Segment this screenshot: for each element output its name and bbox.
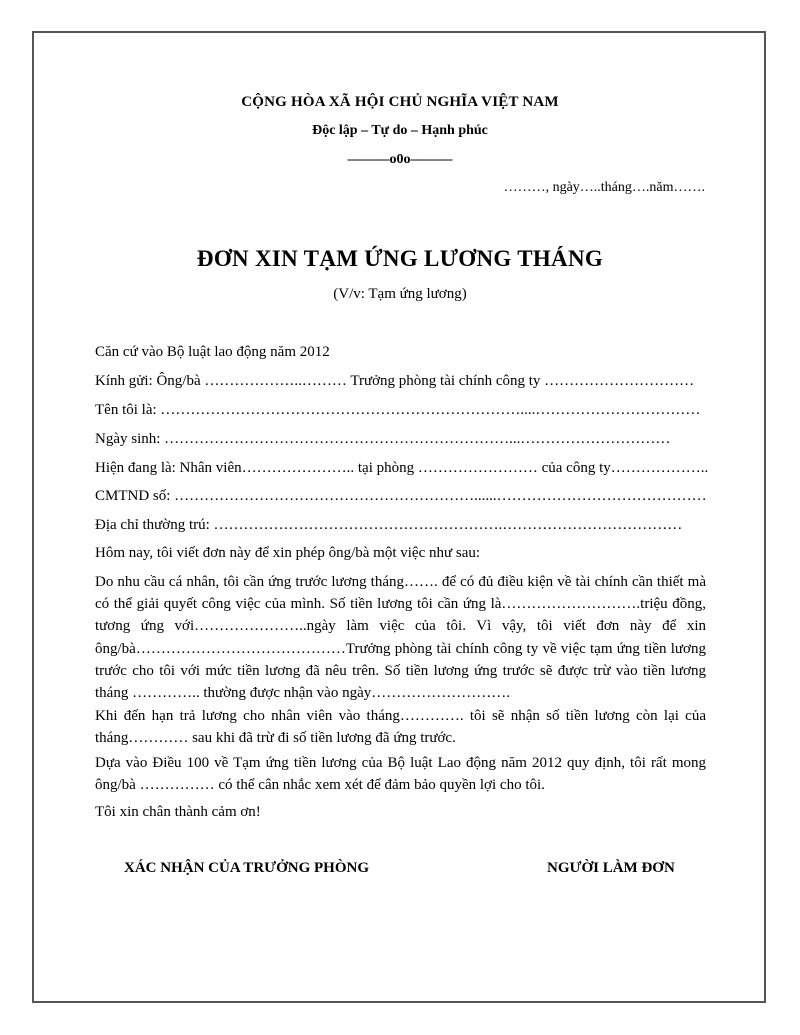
national-motto: Độc lập – Tự do – Hạnh phúc xyxy=(312,123,488,138)
address-field: Địa chỉ thường trú: ………………………………………………….……………………………… xyxy=(95,517,683,533)
thanks-line: Tôi xin chân thành cảm ơn! xyxy=(95,804,261,820)
header-divider: ———o0o——— xyxy=(347,152,453,167)
recipient-line: Kính gửi: Ông/bà ………………..……… Trưởng phòng tài chính công ty ………………………… xyxy=(95,373,695,389)
repayment-paragraph: Khi đến hạn trả lương cho nhân viên vào tháng…………. tôi sẽ nhận số tiền lương còn lại của tháng………… sau khi đã trừ đi số tiền lương đã ứng trước. xyxy=(95,708,706,747)
name-field: Tên tôi là: ………………………………………………………………....…………………………… xyxy=(95,402,701,418)
intro-line: Hôm nay, tôi viết đơn này để xin phép ông/bà một việc như sau: xyxy=(95,545,481,561)
applicant-signature-label: NGƯỜI LÀM ĐƠN xyxy=(547,860,675,876)
dob-field: Ngày sinh: ……………………………………………………………...………………………… xyxy=(95,431,671,447)
position-field: Hiện đang là: Nhân viên………………….. tại phòng …………………… của công ty……………….. xyxy=(95,460,709,476)
document-subtitle: (V/v: Tạm ứng lương) xyxy=(333,286,467,302)
legal-basis: Căn cứ vào Bộ luật lao động năm 2012 xyxy=(95,344,330,360)
document-title: ĐƠN XIN TẠM ỨNG LƯƠNG THÁNG xyxy=(196,246,604,271)
legal-reference-paragraph: Dựa vào Điều 100 về Tạm ứng tiền lương của Bộ luật Lao động năm 2012 quy định, tôi rất mong ông/bà …………… có thể cân nhắc xem xét để đảm bảo quyền lợi cho tôi. xyxy=(95,755,706,794)
national-heading: CỘNG HÒA XÃ HỘI CHỦ NGHĨA VIỆT NAM xyxy=(241,94,559,110)
request-paragraph: Do nhu cầu cá nhân, tôi cần ứng trước lương tháng……. để có đủ điều kiện về tài chính cần thiết mà có thể giải quyết công việc của mình. Số tiền lương tôi cần ứng là……………………….triệu đồng, tương ứng với…………………..ngày làm việc của tôi. Vì vậy, tôi viết đơn này để xin ông/bà……………………………………Trưởng phòng tài chính công ty về việc tạm ứng tiền lương trước cho tôi với mức tiền lương đã nêu trên. Số tiền lương ứng trước sẽ được trừ vào tiền lương tháng ………….. thường được nhận vào ngày………………………. xyxy=(95,574,706,702)
date-line: ………, ngày…..tháng….năm……. xyxy=(503,180,705,195)
id-number-field: CMTND số: ……………………………………………………......…………………………………… xyxy=(95,488,707,504)
manager-signature-label: XÁC NHẬN CỦA TRƯỞNG PHÒNG xyxy=(124,860,370,876)
